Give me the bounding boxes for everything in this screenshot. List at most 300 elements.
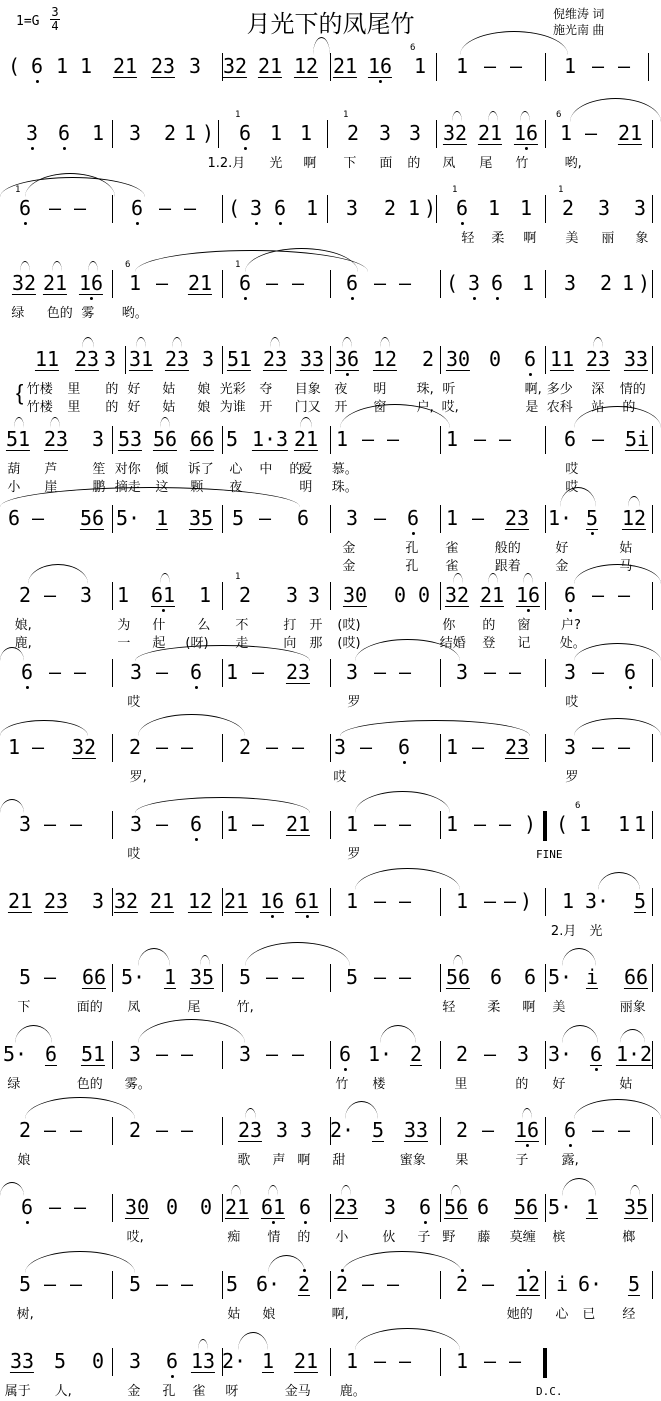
lyric: 柔 xyxy=(487,1000,501,1015)
bar-line xyxy=(112,1194,113,1222)
slur xyxy=(160,417,170,428)
lyric: 声 xyxy=(272,1153,286,1168)
lyric-verse-2: 颗 xyxy=(190,480,204,495)
bar-line xyxy=(545,734,546,762)
note: – xyxy=(258,506,272,530)
lyric: 的 xyxy=(407,156,421,171)
bar-line xyxy=(652,582,653,610)
note: 3 xyxy=(597,196,611,220)
note: 3 xyxy=(238,1042,252,1066)
note: 5 xyxy=(231,506,245,530)
lyric: 明 xyxy=(373,382,387,397)
note: 6 xyxy=(589,1042,603,1066)
note: 3 xyxy=(516,1042,530,1066)
lyric-verse-2: 开 xyxy=(334,400,348,415)
bar-line xyxy=(222,1194,223,1222)
note: – xyxy=(617,735,631,759)
slur xyxy=(28,564,88,584)
note: 2 xyxy=(335,1272,349,1296)
note: – xyxy=(31,506,45,530)
lyric: 打 xyxy=(283,618,297,633)
note: 16 xyxy=(515,583,541,607)
note: 1 xyxy=(305,196,319,220)
note: – xyxy=(291,735,305,759)
note: – xyxy=(398,812,412,836)
lyric: 的 xyxy=(297,1230,311,1245)
lyric: 光 xyxy=(269,156,283,171)
bar-line xyxy=(440,505,441,533)
note: 6 xyxy=(20,1195,34,1219)
lyric: 深 xyxy=(591,382,605,397)
note: 32 xyxy=(71,735,97,759)
note: 2 xyxy=(421,347,435,371)
lyric: 情 xyxy=(267,1230,281,1245)
note: 5· xyxy=(120,965,146,989)
lyric: 人, xyxy=(54,1384,72,1399)
note: ( xyxy=(227,196,241,220)
note: 1 xyxy=(116,583,130,607)
bar-line xyxy=(440,1348,441,1376)
bar-line xyxy=(652,1041,653,1069)
lyric: 痴 xyxy=(227,1230,241,1245)
slur xyxy=(300,417,312,428)
note: – xyxy=(265,965,279,989)
note: – xyxy=(180,735,194,759)
note: ) xyxy=(423,196,437,220)
bar-line xyxy=(327,120,328,148)
note: 1 xyxy=(561,889,575,913)
lyric: 竹 xyxy=(515,156,529,171)
lyric: 啊 xyxy=(522,1000,536,1015)
note: 5 xyxy=(53,1349,67,1373)
note: 6 xyxy=(489,965,503,989)
slur xyxy=(25,1097,135,1119)
bar-line xyxy=(545,964,546,992)
note: 33 xyxy=(299,347,325,371)
lyric-verse-2: 珠。 xyxy=(331,480,358,495)
note: 1 xyxy=(55,54,69,78)
bar-line xyxy=(330,426,331,454)
note: – xyxy=(359,735,373,759)
bar-line xyxy=(330,888,331,916)
lyric: 目象 xyxy=(294,382,321,397)
bar-line xyxy=(440,1117,441,1145)
bar-line xyxy=(436,120,437,148)
note: 3 xyxy=(201,347,215,371)
note: 2 xyxy=(455,1118,469,1142)
lyric: 娘 xyxy=(197,382,211,397)
lyric: 雾。 xyxy=(124,1077,151,1092)
note: 2 xyxy=(455,1042,469,1066)
note: – xyxy=(43,1118,57,1142)
note: 1 xyxy=(521,271,535,295)
lyric: 美 xyxy=(565,231,579,246)
bar-line xyxy=(440,888,441,916)
note: – xyxy=(617,54,631,78)
note: 5· xyxy=(2,1042,28,1066)
lyric: 果 xyxy=(455,1153,469,1168)
lyric: 罗 xyxy=(565,770,579,785)
note: – xyxy=(483,1349,497,1373)
note: 1 xyxy=(455,889,469,913)
note: 5· xyxy=(115,506,141,530)
slur xyxy=(520,111,530,122)
lyric-verse-2: 好 xyxy=(127,400,141,415)
lyric: 为 xyxy=(117,618,131,633)
credits xyxy=(553,6,604,38)
composer: 施光南 曲 xyxy=(553,23,605,37)
note: 61 xyxy=(150,583,176,607)
lyric: 尾 xyxy=(187,1000,201,1015)
bar-line xyxy=(440,582,441,610)
note: 66 xyxy=(623,965,649,989)
lyric-verse-2: 摘走 xyxy=(114,480,141,495)
note: 1· xyxy=(367,1042,393,1066)
slur xyxy=(451,1185,461,1196)
lyric-verse-2: 窗 xyxy=(373,400,387,415)
slur xyxy=(50,417,60,428)
note: 1 xyxy=(413,54,427,78)
slur xyxy=(598,872,640,890)
note: 6· xyxy=(255,1272,281,1296)
note: 3 xyxy=(563,735,577,759)
note: 12 xyxy=(293,54,319,78)
slur xyxy=(593,337,603,348)
note: 6 xyxy=(30,54,44,78)
note: 3 xyxy=(128,121,142,145)
note: 3 xyxy=(408,121,422,145)
note: – xyxy=(43,583,57,607)
note: 0 xyxy=(417,583,431,607)
note: – xyxy=(48,1195,62,1219)
bar-line xyxy=(222,1117,223,1145)
bar-line xyxy=(545,346,546,374)
lyric-verse-2: 农科 xyxy=(546,400,573,415)
bar-line xyxy=(112,888,113,916)
note: 5 xyxy=(627,1272,641,1296)
lyric: 啊, xyxy=(331,1307,349,1322)
bar-line xyxy=(652,659,653,687)
note: – xyxy=(291,1042,305,1066)
note: 1 xyxy=(445,735,459,759)
bar-line xyxy=(330,582,331,610)
lyric: 姑 xyxy=(162,382,176,397)
slur xyxy=(342,337,352,348)
bar-line xyxy=(440,734,441,762)
bar-line xyxy=(652,270,653,298)
bar-line xyxy=(112,426,113,454)
bar-line xyxy=(112,195,113,223)
bar-line xyxy=(330,811,331,839)
note: 0 xyxy=(199,1195,213,1219)
lyric: 般的 xyxy=(494,541,521,556)
note: 1 xyxy=(519,196,533,220)
lyric: 2.月 xyxy=(550,924,577,939)
bar-line xyxy=(648,53,649,81)
note: – xyxy=(73,1195,87,1219)
bar-line xyxy=(330,346,331,374)
note: 5 xyxy=(585,506,599,530)
lyric: 好 xyxy=(552,1077,566,1092)
note: 21 xyxy=(285,812,311,836)
note: 6 xyxy=(623,660,637,684)
slur xyxy=(82,337,94,348)
slur xyxy=(138,948,170,966)
lyric-verse-2: 登 xyxy=(482,636,496,651)
slur xyxy=(574,718,661,736)
note: 11 xyxy=(34,347,60,371)
bar-line xyxy=(440,270,441,298)
lyric-verse-2: 马 xyxy=(619,559,633,574)
bar-line xyxy=(222,964,223,992)
note: 35 xyxy=(189,965,215,989)
note: 16 xyxy=(259,889,285,913)
note: – xyxy=(43,1272,57,1296)
note: 3 xyxy=(79,583,93,607)
note: 3 xyxy=(91,889,105,913)
note: 1 xyxy=(455,54,469,78)
lyric: 哎 xyxy=(565,462,579,477)
note: 30 xyxy=(342,583,368,607)
lyric: 的 xyxy=(515,1077,529,1092)
lyric: 孔 xyxy=(405,541,419,556)
lyric: 哎, xyxy=(126,1230,144,1245)
bar-line xyxy=(440,811,441,839)
note: 1 xyxy=(163,965,177,989)
bar-line xyxy=(330,1194,331,1222)
bar-line xyxy=(652,811,653,839)
slur xyxy=(0,1182,24,1196)
lyric: 心 xyxy=(555,1307,569,1322)
note: 12 xyxy=(187,889,213,913)
lyric: 倾 xyxy=(155,462,169,477)
note: 3 xyxy=(285,583,299,607)
lyric: 绿 xyxy=(7,1077,21,1092)
lyric: 竹, xyxy=(236,1000,254,1015)
note: i xyxy=(585,965,599,989)
note: – xyxy=(617,583,631,607)
note: 21 xyxy=(187,271,213,295)
note: – xyxy=(473,427,487,451)
lyric: 芦 xyxy=(44,462,58,477)
lyric-verse-2: (哎) xyxy=(337,636,361,651)
note: 6 xyxy=(130,196,144,220)
note: – xyxy=(498,812,512,836)
note: 6 xyxy=(397,735,411,759)
bar-line xyxy=(330,964,331,992)
bar-line xyxy=(222,811,223,839)
lyric-verse-2: 这 xyxy=(155,480,169,495)
note: 2 xyxy=(128,1118,142,1142)
note: 3 xyxy=(633,196,647,220)
note: 3 xyxy=(307,583,321,607)
bar-line xyxy=(436,195,437,223)
slur xyxy=(25,1251,135,1273)
slur xyxy=(345,1101,378,1119)
note: 5 xyxy=(225,1272,239,1296)
note: 23 xyxy=(504,735,530,759)
slur xyxy=(380,337,390,348)
bar-line xyxy=(330,734,331,762)
lyric-verse-2: 里 xyxy=(67,400,81,415)
note: 56 xyxy=(152,427,178,451)
bar-line xyxy=(545,426,546,454)
slur xyxy=(0,720,88,736)
note: 56 xyxy=(79,506,105,530)
note: 0 xyxy=(488,347,502,371)
note: 21 xyxy=(332,54,358,78)
lyric: 哟。 xyxy=(121,306,148,321)
note: 3 xyxy=(563,660,577,684)
bar-line xyxy=(330,1041,331,1069)
lyric-verse-2: 姑 xyxy=(162,400,176,415)
slur xyxy=(200,955,210,966)
note: 31 xyxy=(128,347,154,371)
note: 21 xyxy=(477,121,503,145)
note: – xyxy=(180,1042,194,1066)
note: – xyxy=(155,1272,169,1296)
performance-mark: D.C. xyxy=(536,1385,563,1398)
note: 6 xyxy=(238,271,252,295)
lyric-verse-2: 竹楼 xyxy=(26,400,53,415)
note: 6 xyxy=(189,812,203,836)
note: 5· xyxy=(547,1195,573,1219)
lyric: 哎 xyxy=(565,695,579,710)
bar-line xyxy=(112,120,113,148)
note: 6 xyxy=(563,427,577,451)
bar-line xyxy=(112,964,113,992)
note: 6 xyxy=(563,1118,577,1142)
lyric: 啊 xyxy=(523,231,537,246)
lyric: 雀 xyxy=(192,1384,206,1399)
bar-line xyxy=(222,1271,223,1299)
slur xyxy=(355,1328,460,1350)
bar-line xyxy=(330,270,331,298)
lyric-verse-2: 走 xyxy=(235,636,249,651)
note: 61 xyxy=(294,889,320,913)
lyric-verse-2: 一 xyxy=(117,636,131,651)
note: – xyxy=(481,1272,495,1296)
note: 13 xyxy=(190,1349,216,1373)
lyric: 轻 xyxy=(461,231,475,246)
lyric: 已 xyxy=(582,1307,596,1322)
note: 23 xyxy=(164,347,190,371)
lyric-verse-2: 记 xyxy=(517,636,531,651)
grace-note: 6 xyxy=(125,260,131,270)
note: 11 xyxy=(549,347,575,371)
note: – xyxy=(503,889,517,913)
note: 5 xyxy=(225,427,239,451)
note: – xyxy=(265,271,279,295)
lyric: 户? xyxy=(561,618,581,633)
lyric-verse-2: 门又 xyxy=(294,400,321,415)
lyric-verse-2: 明 xyxy=(299,480,313,495)
bar-line xyxy=(440,1041,441,1069)
lyric: 哟, xyxy=(564,156,582,171)
note: 23 xyxy=(43,889,69,913)
lyric-verse-2: 的 xyxy=(105,400,119,415)
note: 5 xyxy=(238,965,252,989)
note: 0 xyxy=(91,1349,105,1373)
lyric: 蜜象 xyxy=(399,1153,426,1168)
note: 21 xyxy=(293,1349,319,1373)
lyric: 光彩 xyxy=(219,382,246,397)
note: – xyxy=(473,812,487,836)
bar-line xyxy=(545,1117,546,1145)
note: 6 xyxy=(189,660,203,684)
note: 3 xyxy=(249,196,263,220)
lyric: 么 xyxy=(197,618,211,633)
note: – xyxy=(373,812,387,836)
note: – xyxy=(386,1272,400,1296)
note: 1 xyxy=(261,1349,275,1373)
note: 35 xyxy=(623,1195,649,1219)
note: 3 xyxy=(129,812,143,836)
lyric: 色的 xyxy=(46,306,73,321)
lyric: 夜 xyxy=(334,382,348,397)
note: 1 xyxy=(445,812,459,836)
lyric: 哎 xyxy=(333,770,347,785)
note: 3 xyxy=(467,271,481,295)
note: ) xyxy=(637,271,651,295)
lyric: 娘, xyxy=(14,618,32,633)
lyric: 夺 xyxy=(259,382,273,397)
note: 21 xyxy=(112,54,138,78)
note: 3 xyxy=(383,1195,397,1219)
bar-line xyxy=(440,426,441,454)
note: 2 xyxy=(238,735,252,759)
lyric: 雾 xyxy=(81,306,95,321)
note: 21 xyxy=(479,583,505,607)
note: 2· xyxy=(329,1118,355,1142)
slur xyxy=(138,714,245,736)
note: 21 xyxy=(42,271,68,295)
lyric-verse-2: 娘 xyxy=(197,400,211,415)
note: – xyxy=(591,427,605,451)
note: 1 xyxy=(299,121,313,145)
note: – xyxy=(386,427,400,451)
bar-line xyxy=(652,1194,653,1222)
note: 5 xyxy=(18,965,32,989)
lyric: 多少 xyxy=(546,382,573,397)
note: 2 xyxy=(409,1042,423,1066)
slur xyxy=(562,1025,598,1043)
note: 23 xyxy=(333,1195,359,1219)
lyric-verse-2: 小 xyxy=(7,480,21,495)
slur xyxy=(268,1185,278,1196)
note: – xyxy=(31,735,45,759)
slur xyxy=(562,948,596,966)
note: 5 xyxy=(128,1272,142,1296)
grace-note: 1 xyxy=(235,572,241,582)
grace-note: 1 xyxy=(15,185,21,195)
note: 3· xyxy=(547,1042,573,1066)
lyric-verse-2: 向 xyxy=(283,636,297,651)
lyric: 面 xyxy=(379,156,393,171)
note: 5i xyxy=(624,427,650,451)
note: 2 xyxy=(18,583,32,607)
slur xyxy=(630,1185,640,1196)
bar-line xyxy=(652,1117,653,1145)
note: – xyxy=(48,196,62,220)
note: 1 xyxy=(345,812,359,836)
note: 1 xyxy=(487,196,501,220)
lyric-verse-2: 起 xyxy=(152,636,166,651)
note: 16 xyxy=(514,1118,540,1142)
slur xyxy=(20,261,30,272)
lyric: 凤 xyxy=(127,1000,141,1015)
lyric: 慕。 xyxy=(331,462,358,477)
